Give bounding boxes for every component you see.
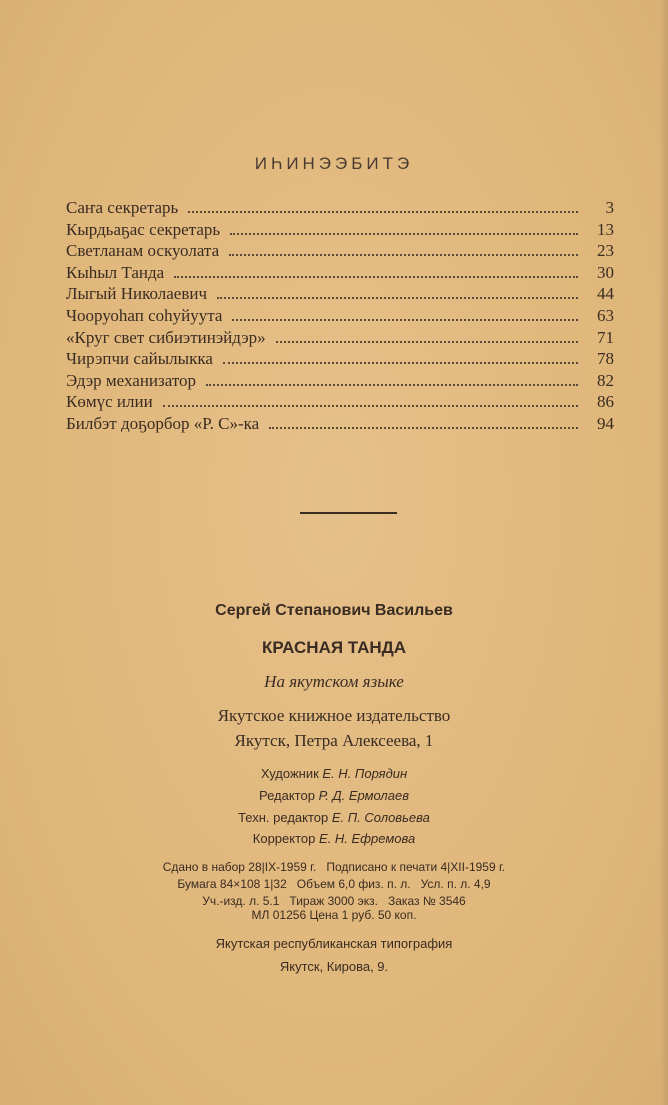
dot-leader — [223, 362, 578, 364]
toc-entry-title: Светланам оскуолата — [66, 241, 220, 261]
toc-entry-page: 13 — [597, 219, 614, 239]
toc-entry — [66, 414, 614, 436]
credit-name: Е. Н. Порядин — [322, 766, 408, 781]
credit-artist — [0, 766, 668, 781]
toc-entry-page: 3 — [605, 198, 614, 217]
toc-entry-title: Чооруоһап соһуйуута — [66, 305, 223, 325]
imprint-line: Сдано в набор 28|IX-1959 г. Подписано к печати 4|XII-1959 г. — [162, 860, 506, 874]
toc-entry-title: «Круг свет сибиэтинэйдэр» — [66, 327, 266, 347]
dot-leader — [188, 211, 578, 213]
printer-name: Якутская республиканская типография — [215, 936, 453, 951]
toc-entry — [66, 392, 614, 414]
toc-entry — [66, 284, 614, 306]
toc-heading: ИҺИНЭЭБИТЭ — [254, 154, 414, 173]
dot-leader — [206, 384, 578, 386]
toc-entry-page: 30 — [597, 262, 614, 282]
dot-leader — [269, 427, 578, 429]
toc-entry — [66, 328, 614, 350]
credit-role: Техн. редактор — [238, 810, 329, 825]
toc-entry-title: Саҥа секретарь — [66, 198, 179, 217]
publisher-address: Якутск, Петра Алексеева, 1 — [234, 731, 434, 750]
toc-entry-page: 63 — [597, 305, 614, 325]
divider — [300, 512, 397, 514]
toc-entry — [66, 198, 614, 220]
toc-entry-page: 71 — [597, 327, 614, 347]
dot-leader — [217, 297, 578, 299]
toc-entry-title: Билбэт доҕорбор «Р. С»-ка — [66, 413, 260, 433]
credit-editor — [0, 788, 668, 803]
imprint-line: Бумага 84×108 1|32 Объем 6,0 физ. п. л. Усл. п. л. 4,9 — [177, 877, 491, 891]
toc-entry-page: 23 — [597, 241, 614, 261]
toc-entry-title: Кыһыл Танда — [66, 262, 165, 282]
toc-entry — [66, 220, 614, 242]
toc-entry-title: Эдэр механизатор — [66, 370, 197, 390]
dot-leader — [276, 341, 578, 343]
imprint-line: МЛ 01256 Цена 1 руб. 50 коп. — [251, 908, 417, 922]
credit-tech-editor — [0, 810, 668, 825]
toc-entry-title: Кырдьаҕас секретарь — [66, 219, 221, 239]
toc-entry — [66, 306, 614, 328]
credit-name: Е. П. Соловьева — [331, 810, 430, 825]
credit-role: Художник — [260, 766, 319, 781]
credit-proofreader — [0, 831, 668, 846]
dot-leader — [232, 319, 578, 321]
toc-entry — [66, 263, 614, 285]
credit-role: Редактор — [258, 788, 315, 803]
language-note: На якутском языке — [264, 672, 404, 691]
imprint-line: Уч.-изд. л. 5.1 Тираж 3000 экз. Заказ № 3546 — [202, 894, 466, 908]
toc-entry-title: Көмүс илии — [66, 392, 153, 412]
credit-name: Е. Н. Ефремова — [319, 831, 416, 846]
book-title: КРАСНАЯ ТАНДА — [261, 638, 407, 657]
toc-entry-page: 86 — [597, 392, 614, 412]
dot-leader — [230, 233, 578, 235]
toc-entry-page: 94 — [597, 413, 614, 433]
author-name: Сергей Степанович Васильев — [215, 602, 453, 619]
toc-entry — [66, 371, 614, 393]
publisher: Якутское книжное издательство — [217, 706, 451, 725]
credit-role: Корректор — [252, 831, 316, 846]
toc-entry — [66, 349, 614, 371]
table-of-contents — [66, 198, 614, 436]
printer-address: Якутск, Кирова, 9. — [279, 959, 389, 974]
dot-leader — [174, 276, 578, 278]
credit-name: Р. Д. Ермолаев — [318, 788, 410, 803]
toc-entry-title: Чирэпчи сайылыкка — [66, 349, 213, 369]
dot-leader — [229, 254, 578, 256]
toc-entry-page: 44 — [597, 284, 614, 304]
toc-entry — [66, 241, 614, 263]
toc-entry-page: 78 — [597, 349, 614, 369]
dot-leader — [163, 405, 578, 407]
toc-entry-title: Лыгый Николаевич — [66, 284, 207, 304]
toc-entry-page: 82 — [597, 370, 614, 390]
